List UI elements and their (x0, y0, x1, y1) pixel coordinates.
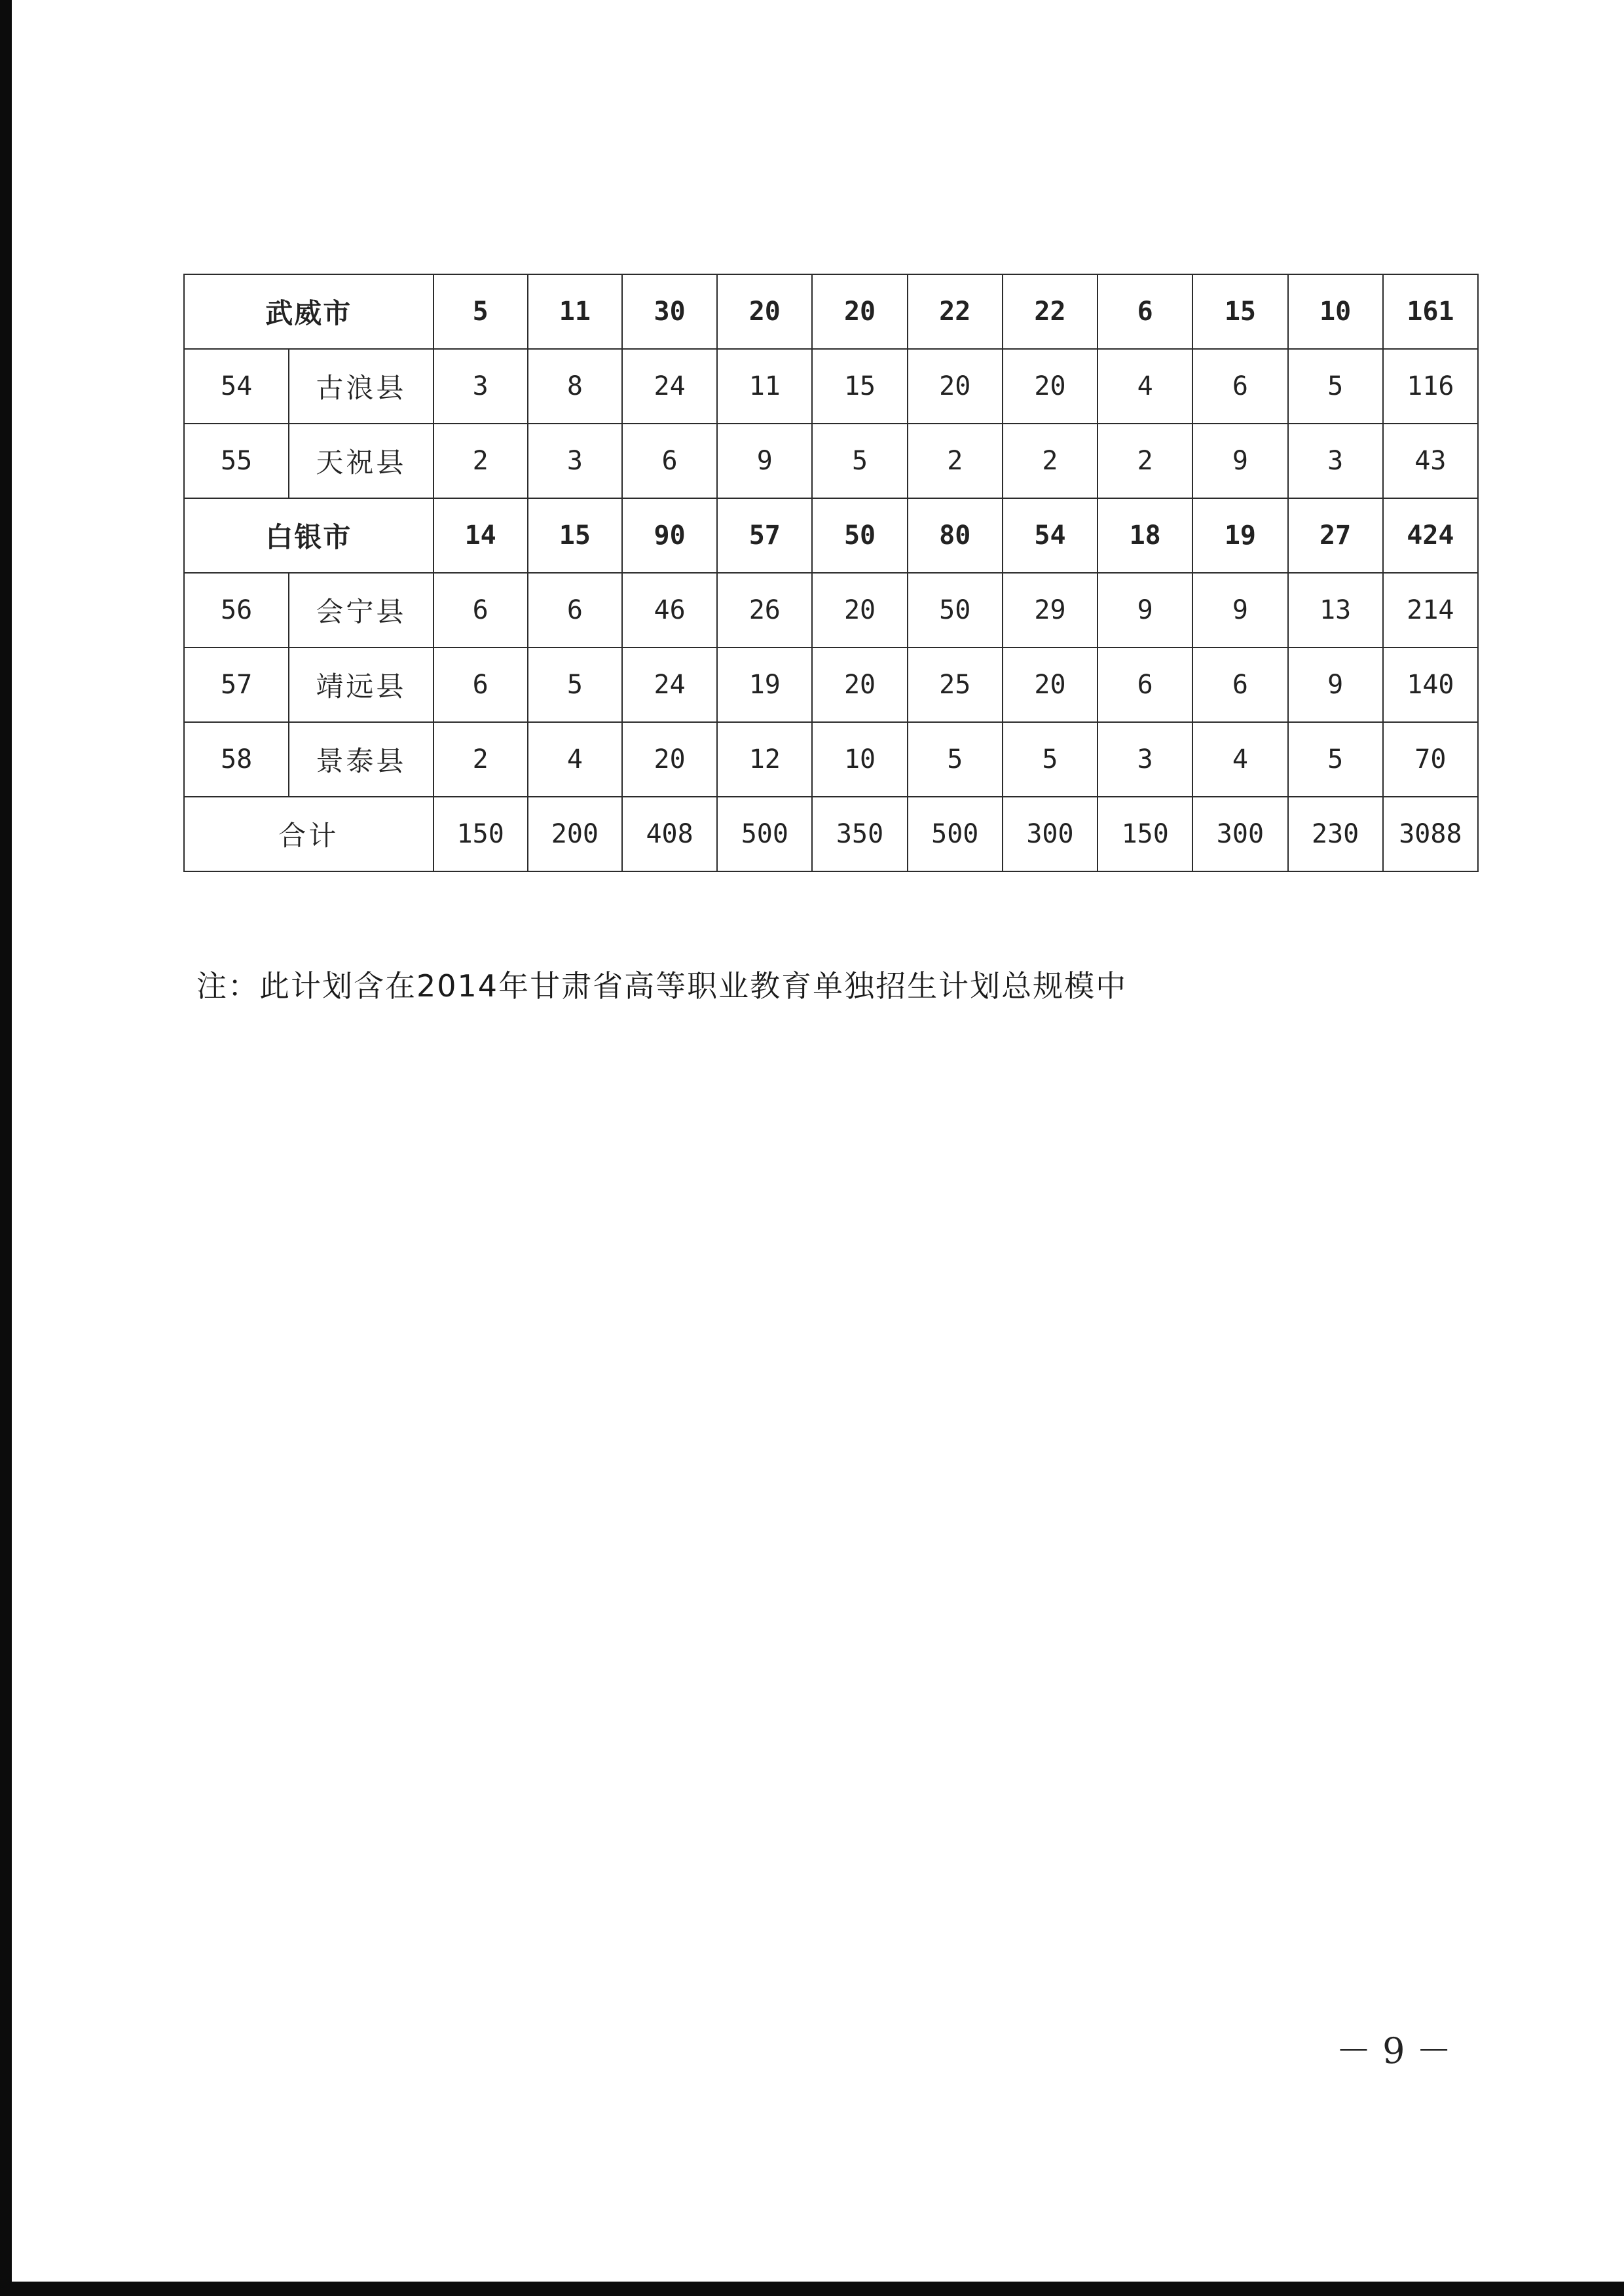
county-name-cell: 天祝县 (289, 424, 433, 498)
value-cell: 11 (717, 349, 812, 424)
value-cell: 22 (1003, 274, 1098, 349)
total-label-cell: 合计 (184, 797, 434, 871)
county-row (184, 424, 1478, 498)
row-total-cell: 116 (1383, 349, 1478, 424)
value-cell: 19 (1192, 498, 1287, 573)
city-row (184, 274, 1478, 349)
value-cell: 6 (1192, 647, 1287, 722)
county-row (184, 647, 1478, 722)
value-cell: 20 (812, 274, 907, 349)
value-cell: 408 (622, 797, 717, 871)
table-body (184, 274, 1478, 871)
value-cell: 5 (1288, 722, 1383, 797)
total-row (184, 797, 1478, 871)
row-total-cell: 424 (1383, 498, 1478, 573)
value-cell: 3 (434, 349, 528, 424)
value-cell: 4 (528, 722, 622, 797)
row-total-cell: 43 (1383, 424, 1478, 498)
value-cell: 24 (622, 349, 717, 424)
value-cell: 54 (1003, 498, 1098, 573)
county-name-cell: 靖远县 (289, 647, 433, 722)
value-cell: 29 (1003, 573, 1098, 647)
row-number-cell: 56 (184, 573, 289, 647)
value-cell: 18 (1098, 498, 1192, 573)
value-cell: 300 (1192, 797, 1287, 871)
value-cell: 10 (812, 722, 907, 797)
value-cell: 5 (908, 722, 1003, 797)
value-cell: 20 (1003, 349, 1098, 424)
value-cell: 150 (1098, 797, 1192, 871)
value-cell: 350 (812, 797, 907, 871)
value-cell: 22 (908, 274, 1003, 349)
scan-border-left (0, 0, 12, 2296)
value-cell: 2 (908, 424, 1003, 498)
value-cell: 19 (717, 647, 812, 722)
value-cell: 15 (1192, 274, 1287, 349)
value-cell: 3 (528, 424, 622, 498)
value-cell: 2 (1098, 424, 1192, 498)
county-name-cell: 古浪县 (289, 349, 433, 424)
value-cell: 24 (622, 647, 717, 722)
value-cell: 46 (622, 573, 717, 647)
value-cell: 90 (622, 498, 717, 573)
value-cell: 9 (1192, 424, 1287, 498)
value-cell: 4 (1098, 349, 1192, 424)
scan-border-bottom (0, 2282, 1624, 2296)
footnote: 注：此计划含在2014年甘肃省高等职业教育单独招生计划总规模中 (196, 968, 1128, 1004)
value-cell: 57 (717, 498, 812, 573)
city-name-cell: 武威市 (184, 274, 434, 349)
value-cell: 5 (528, 647, 622, 722)
value-cell: 10 (1288, 274, 1383, 349)
row-number-cell: 54 (184, 349, 289, 424)
value-cell: 20 (908, 349, 1003, 424)
value-cell: 15 (812, 349, 907, 424)
value-cell: 200 (528, 797, 622, 871)
value-cell: 14 (434, 498, 528, 573)
value-cell: 27 (1288, 498, 1383, 573)
page-number: － 9 － (1336, 2030, 1452, 2071)
value-cell: 6 (434, 573, 528, 647)
row-total-cell: 214 (1383, 573, 1478, 647)
value-cell: 5 (434, 274, 528, 349)
value-cell: 13 (1288, 573, 1383, 647)
city-name-cell: 白银市 (184, 498, 434, 573)
value-cell: 150 (434, 797, 528, 871)
value-cell: 50 (908, 573, 1003, 647)
value-cell: 2 (434, 424, 528, 498)
value-cell: 9 (1192, 573, 1287, 647)
value-cell: 11 (528, 274, 622, 349)
value-cell: 50 (812, 498, 907, 573)
value-cell: 230 (1288, 797, 1383, 871)
value-cell: 2 (434, 722, 528, 797)
value-cell: 12 (717, 722, 812, 797)
county-row (184, 722, 1478, 797)
row-number-cell: 55 (184, 424, 289, 498)
value-cell: 6 (1192, 349, 1287, 424)
value-cell: 5 (1003, 722, 1098, 797)
row-number-cell: 57 (184, 647, 289, 722)
value-cell: 6 (434, 647, 528, 722)
value-cell: 6 (528, 573, 622, 647)
value-cell: 6 (1098, 274, 1192, 349)
value-cell: 2 (1003, 424, 1098, 498)
row-total-cell: 140 (1383, 647, 1478, 722)
row-number-cell: 58 (184, 722, 289, 797)
value-cell: 5 (1288, 349, 1383, 424)
value-cell: 80 (908, 498, 1003, 573)
value-cell: 8 (528, 349, 622, 424)
row-total-cell: 3088 (1383, 797, 1478, 871)
city-row (184, 498, 1478, 573)
value-cell: 20 (1003, 647, 1098, 722)
enrollment-plan-table (183, 274, 1479, 872)
value-cell: 20 (622, 722, 717, 797)
value-cell: 9 (1098, 573, 1192, 647)
value-cell: 5 (812, 424, 907, 498)
value-cell: 20 (812, 647, 907, 722)
row-total-cell: 70 (1383, 722, 1478, 797)
value-cell: 3 (1288, 424, 1383, 498)
value-cell: 6 (622, 424, 717, 498)
value-cell: 9 (1288, 647, 1383, 722)
row-total-cell: 161 (1383, 274, 1478, 349)
value-cell: 4 (1192, 722, 1287, 797)
value-cell: 500 (717, 797, 812, 871)
value-cell: 9 (717, 424, 812, 498)
county-row (184, 349, 1478, 424)
value-cell: 300 (1003, 797, 1098, 871)
value-cell: 20 (717, 274, 812, 349)
value-cell: 26 (717, 573, 812, 647)
value-cell: 20 (812, 573, 907, 647)
county-name-cell: 会宁县 (289, 573, 433, 647)
county-row (184, 573, 1478, 647)
county-name-cell: 景泰县 (289, 722, 433, 797)
value-cell: 15 (528, 498, 622, 573)
value-cell: 25 (908, 647, 1003, 722)
value-cell: 6 (1098, 647, 1192, 722)
value-cell: 3 (1098, 722, 1192, 797)
value-cell: 500 (908, 797, 1003, 871)
value-cell: 30 (622, 274, 717, 349)
